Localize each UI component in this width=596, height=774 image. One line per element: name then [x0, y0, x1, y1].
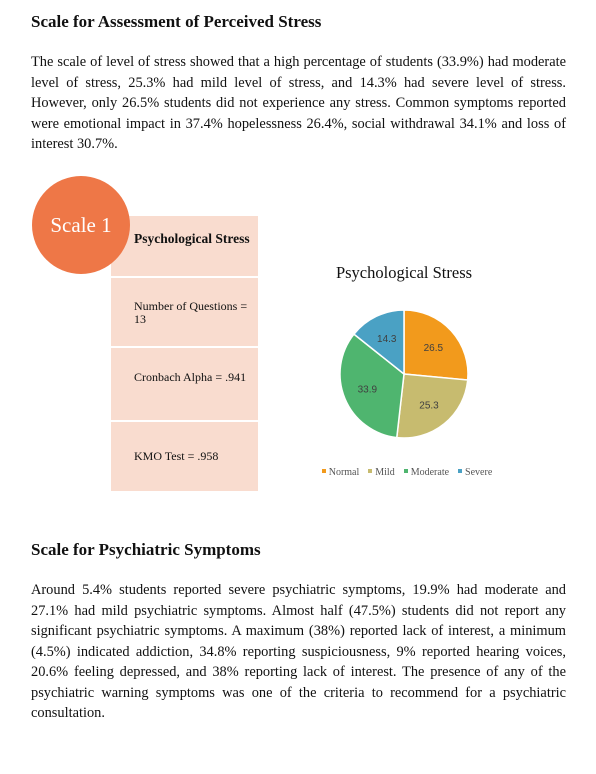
cronbach-alpha: Cronbach Alpha = .941	[111, 348, 258, 420]
pie-label-mild: 25.3	[419, 400, 439, 412]
kmo-test: KMO Test = .958	[111, 422, 258, 491]
legend-swatch	[404, 469, 408, 473]
legend-label: Severe	[465, 467, 493, 478]
psychiatric-paragraph: Around 5.4% students reported severe psychiatric symptoms, 19.9% had moderate and 27.1% had mild psychiatric symptoms. Almost half (47.5%) students did not report any significant psychiatric symptoms. A maximum (38%) reported lack of interest, a minimum (4.5%) indicated addiction, 34.8% reporting suspiciousness, 9% reported hearing voices, 20.6% feeling depressed, and 38% reporting lack of interest. The presence of any of the psychiatric warning symptoms was one of the criteria to recommend for a psychiatric consultation.	[31, 582, 566, 721]
pie-label-moderate: 33.9	[357, 384, 378, 396]
scale-info-table	[111, 216, 258, 491]
legend-item-moderate	[404, 467, 449, 478]
pie-label-normal: 26.5	[423, 342, 444, 354]
pie-chart	[300, 290, 510, 455]
scale-title: Psychological Stress	[111, 216, 258, 276]
legend-item-severe	[458, 467, 492, 478]
chart-legend	[303, 467, 511, 478]
legend-label: Moderate	[410, 467, 450, 478]
legend-swatch	[322, 469, 326, 473]
legend-label: Normal	[328, 467, 360, 478]
questions-count: Number of Questions = 13	[111, 278, 258, 346]
stress-paragraph: The scale of level of stress showed that a high percentage of students (33.9%) had moderate level of stress, 25.3% had mild level of stress, and 14.3% had severe level of stress. However, only 26.5% students did not experience any stress. Common symptoms reported were emotional impact in 37.4% hopelessness 26.4%, social withdrawal 34.1% and loss of interest 30.7%.	[31, 54, 566, 152]
legend-label: Mild	[375, 467, 395, 478]
legend-swatch	[458, 469, 462, 473]
legend-item-normal	[322, 467, 360, 478]
scale-badge: Scale 1	[32, 176, 130, 274]
chart-title: Psychological Stress	[335, 263, 473, 282]
pie-label-severe: 14.3	[377, 333, 397, 345]
legend-item-mild	[368, 467, 394, 478]
section-heading-stress: Scale for Assessment of Perceived Stress	[31, 12, 322, 31]
legend-swatch	[368, 469, 372, 473]
section-heading-psychiatric: Scale for Psychiatric Symptoms	[31, 540, 261, 559]
